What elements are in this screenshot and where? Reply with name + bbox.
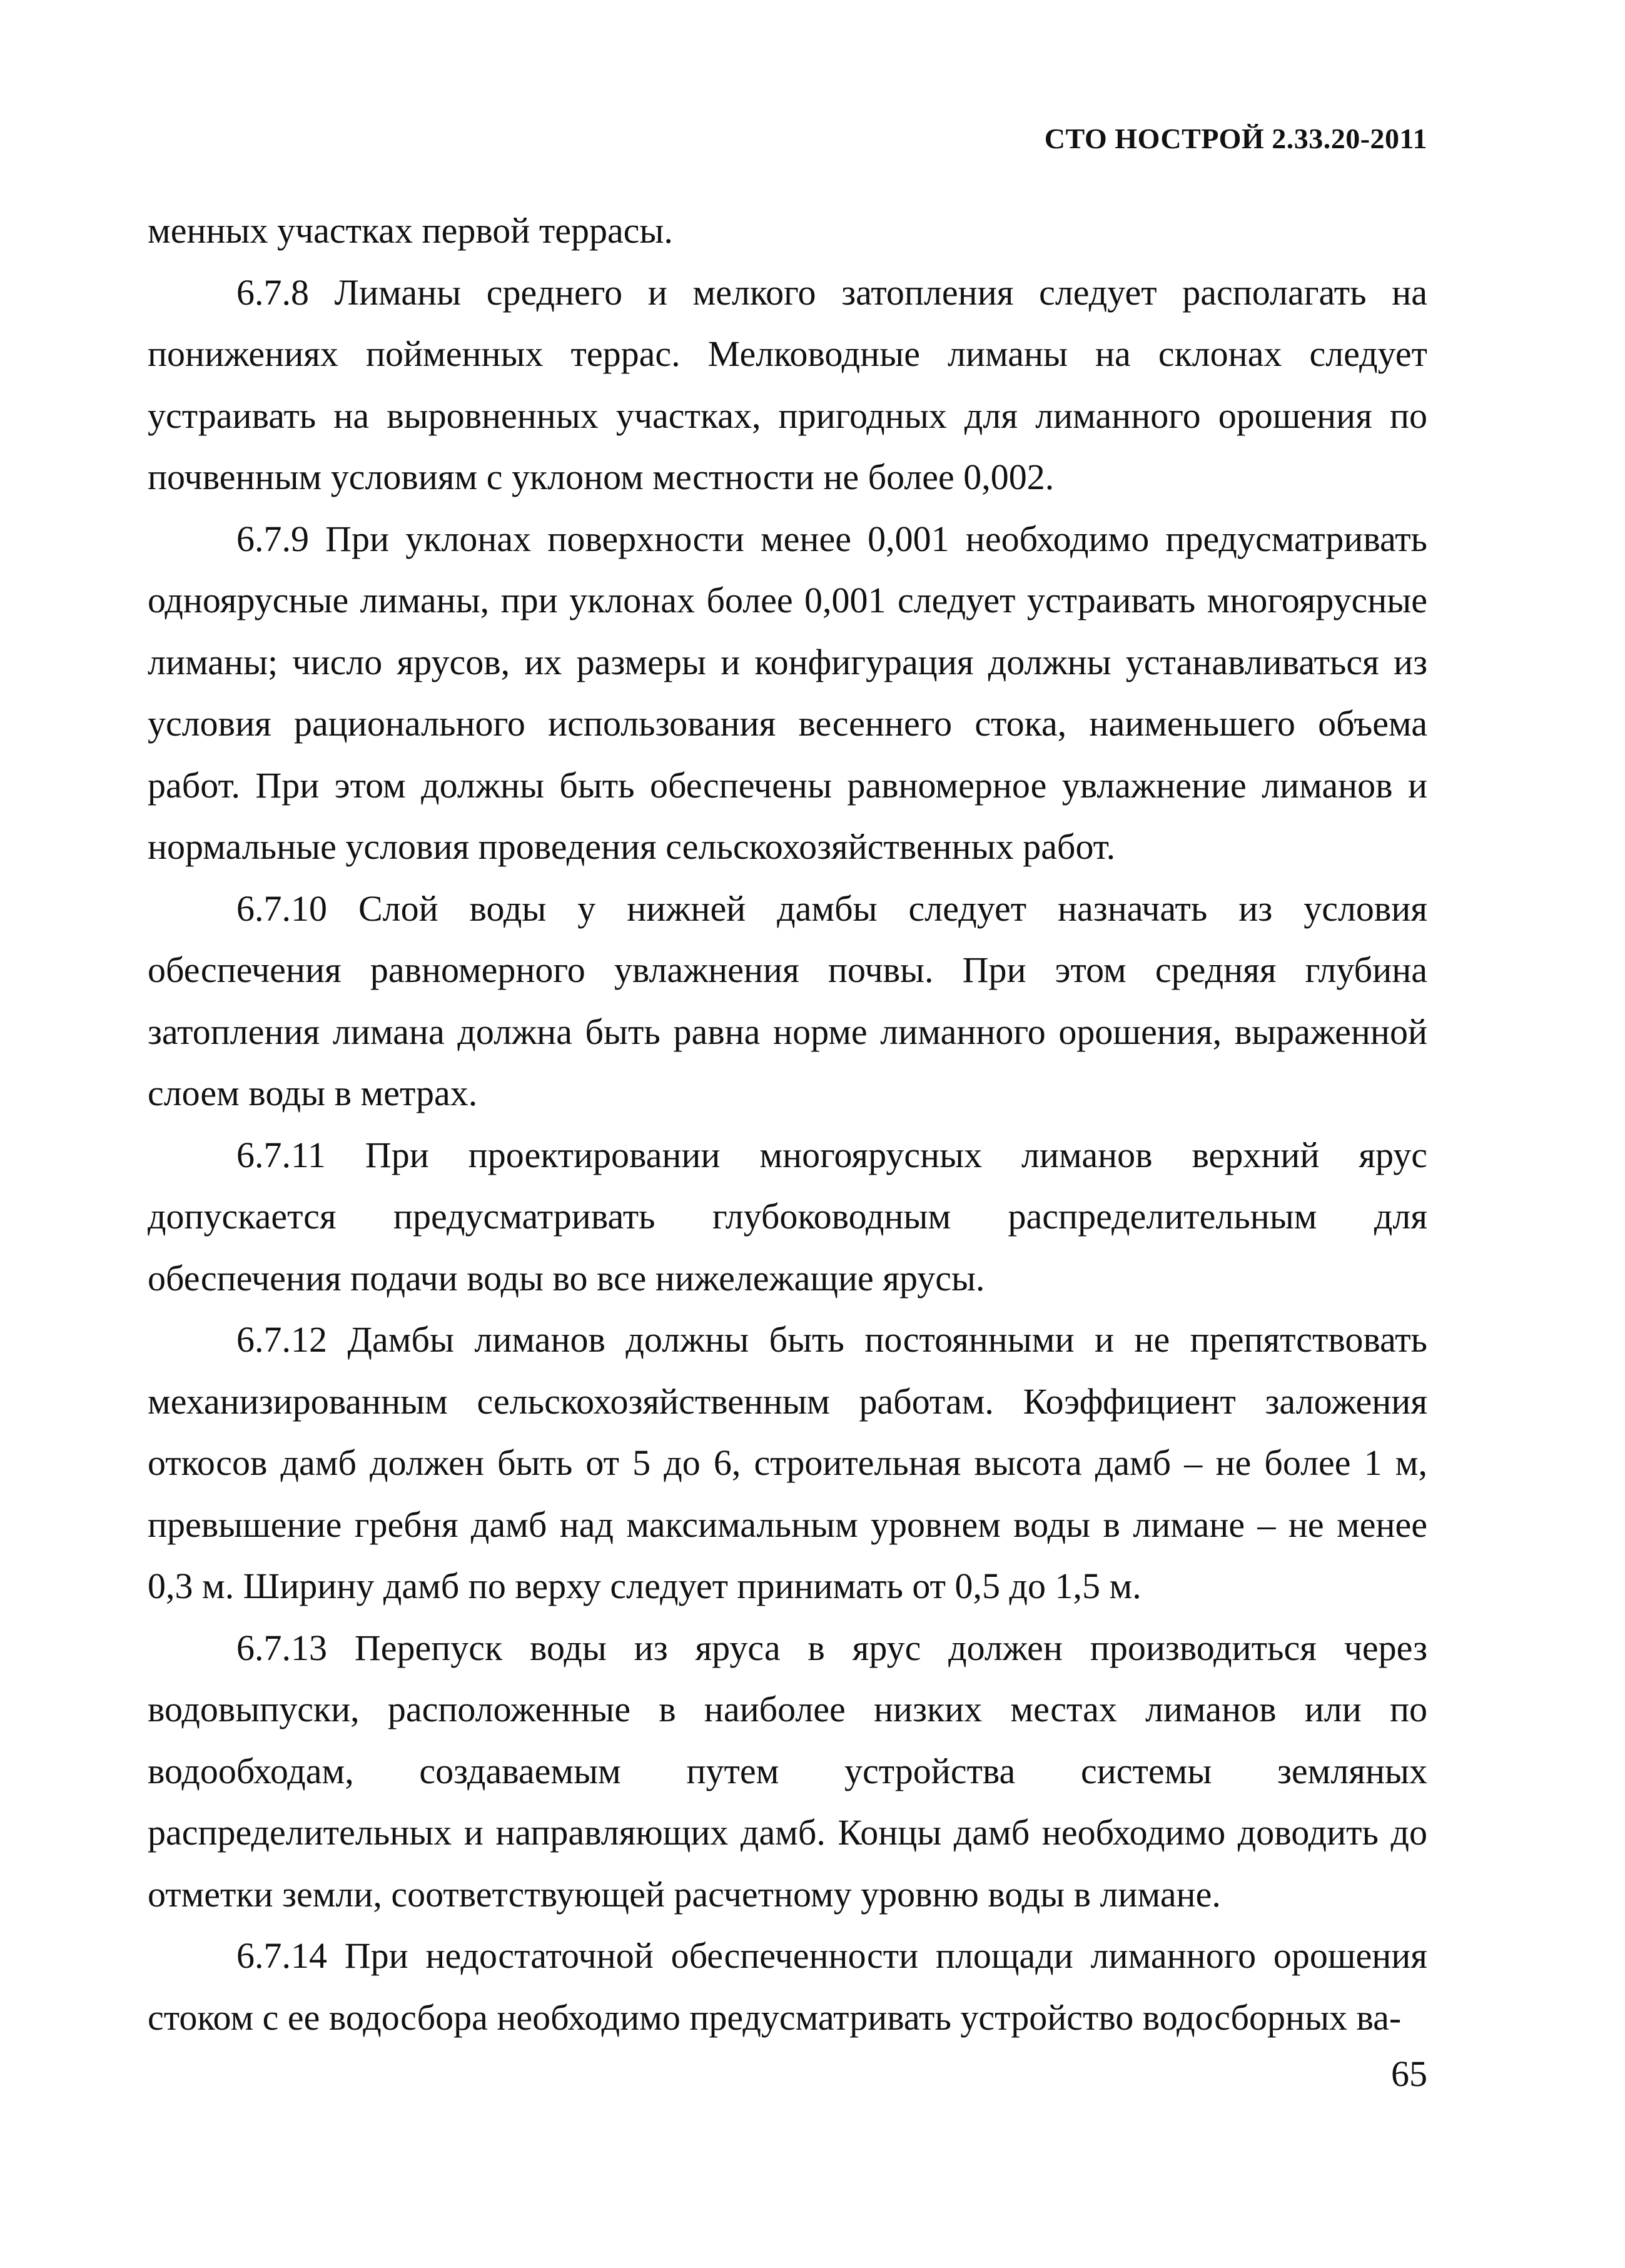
- paragraph-continuation: менных участках первой террасы.: [148, 210, 673, 251]
- paragraph-6-7-10: 6.7.10 Слой воды у нижней дамбы следует назначать из условия обеспечения равномерного увлажнения почвы. При этом средняя глубина затопления лимана должна быть равна норме лиманного орошения, выраженной слоем воды в метрах.: [148, 888, 1427, 1113]
- paragraph-6-7-12: 6.7.12 Дамбы лиманов должны быть постоянными и не препятствовать механизированным сельскохозяйственным работам. Коэффициент заложения откосов дамб должен быть от 5 до 6, строительная высота дамб – не более 1 м, превышение гребня дамб над максимальным уровнем воды в лимане – не менее 0,3 м. Ширину дамб по верху следует принимать от 0,5 до 1,5 м.: [148, 1319, 1427, 1606]
- paragraph-6-7-11: 6.7.11 При проектировании многоярусных лиманов верхний ярус допускается предусматривать глубоководным распределительным для обеспечения подачи воды во все нижележащие ярусы.: [148, 1134, 1427, 1299]
- paragraph-6-7-13: 6.7.13 Перепуск воды из яруса в ярус должен производиться через водовыпуски, расположенные в наиболее низких местах лиманов или по водообходам, создаваемым путем устройства системы земляных распределительных и направляющих дамб. Концы дамб необходимо доводить до отметки земли, соответствующей расчетному уровню воды в лимане.: [148, 1627, 1427, 1915]
- page-number: 65: [1391, 2053, 1427, 2094]
- paragraph-6-7-8: 6.7.8 Лиманы среднего и мелкого затопления следует располагать на понижениях пойменных террас. Мелководные лиманы на склонах следует устраивать на выровненных участках, пригодных для лиманного орошения по почвенным условиям с уклоном местности не более 0,002.: [148, 271, 1427, 497]
- document-header-code: СТО НОСТРОЙ 2.33.20-2011: [1044, 123, 1427, 154]
- paragraph-6-7-14: 6.7.14 При недостаточной обеспеченности площади лиманного орошения стоком с ее водосбора необходимо предусматривать устройство водосборных ва-: [148, 1935, 1427, 2038]
- paragraph-6-7-9: 6.7.9 При уклонах поверхности менее 0,001 необходимо предусматривать одноярусные лиманы, при уклонах более 0,001 следует устраивать многоярусные лиманы; число ярусов, их размеры и конфигурация должны устанавливаться из условия рационального использования весеннего стока, наименьшего объема работ. При этом должны быть обеспечены равномерное увлажнение лиманов и нормальные условия проведения сельскохозяйственных работ.: [148, 518, 1427, 867]
- document-body: [148, 200, 1427, 2048]
